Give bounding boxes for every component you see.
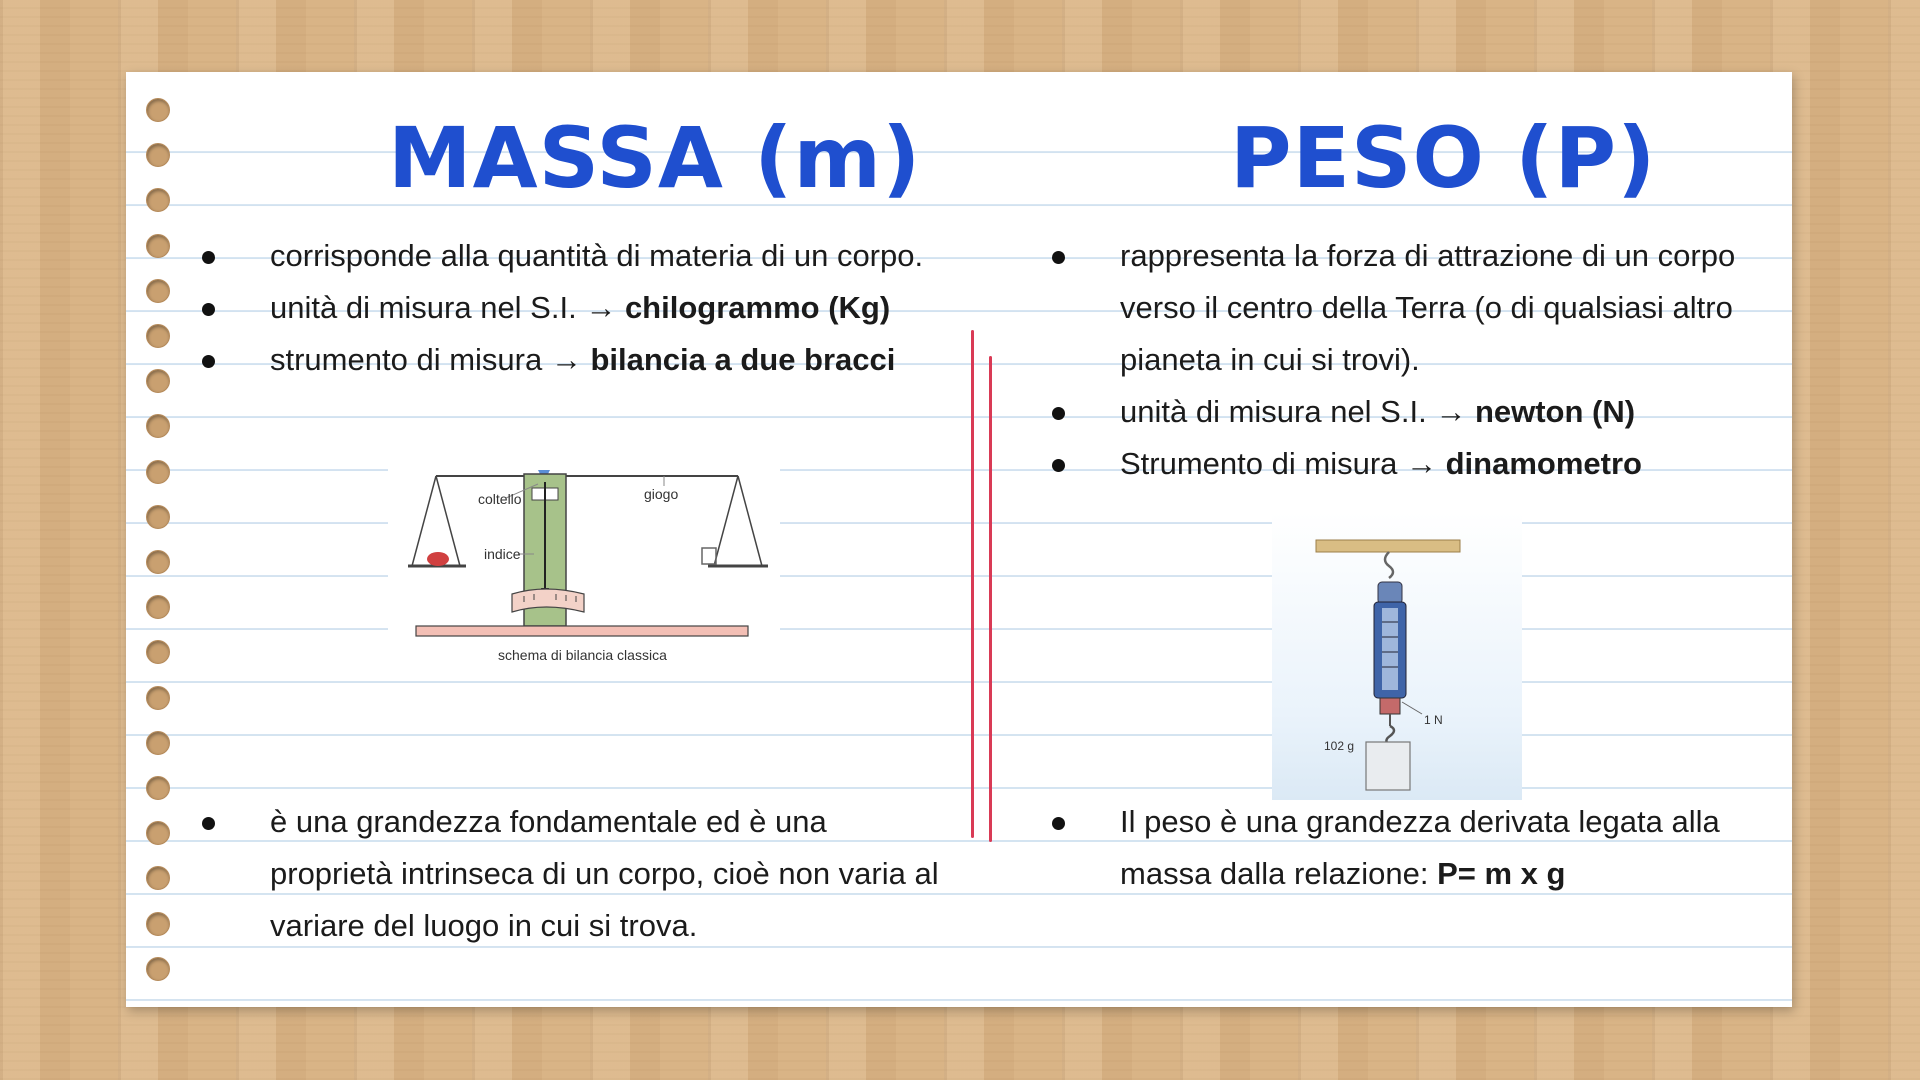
mass-block (1366, 742, 1410, 790)
dynamometer-figure (1272, 512, 1522, 800)
bullet-item (1050, 386, 1770, 438)
binder-hole (146, 550, 170, 574)
bottom-hook-icon (1386, 726, 1394, 744)
binder-hole (146, 776, 170, 800)
binder-hole (146, 640, 170, 664)
massa-top-list (200, 230, 940, 386)
massa-title: MASSA (m) (388, 109, 922, 207)
binder-hole (146, 460, 170, 484)
binder-hole (146, 957, 170, 981)
bullet-bold-term: chilogrammo (Kg) (624, 290, 891, 325)
balance-diagram (388, 462, 780, 670)
bullet-item (200, 230, 940, 282)
binder-hole (146, 912, 170, 936)
peso-bottom-list (1050, 796, 1770, 900)
bullet-item (200, 282, 940, 334)
bullet-bold-term: dinamometro (1445, 446, 1642, 481)
binder-hole (146, 234, 170, 258)
bullet-text: è una grandezza fondamentale ed è una proprietà intrinseca di un corpo, cioè non varia al variare del luogo in cui si trova. (270, 804, 939, 943)
binder-hole (146, 98, 170, 122)
label-indice: indice (484, 546, 521, 562)
center-divider-line-right (989, 356, 992, 842)
bullet-text: unità di misura nel S.I. → (270, 290, 625, 325)
notebook-page (126, 72, 1792, 1007)
bullet-bold-term: bilancia a due bracci (590, 342, 896, 377)
bullet-item (200, 334, 940, 386)
binder-holes (146, 98, 172, 978)
bullet-text: strumento di misura → (270, 342, 591, 377)
binder-hole (146, 821, 170, 845)
bullet-text: corrisponde alla quantità di materia di un corpo. (270, 238, 924, 273)
bullet-item (1050, 438, 1770, 490)
binder-hole (146, 369, 170, 393)
binder-hole (146, 686, 170, 710)
binder-hole (146, 414, 170, 438)
bullet-text: rappresenta la forza di attrazione di un corpo verso il centro della Terra (o di qualsiasi altro pianeta in cui si trovi). (1120, 238, 1736, 377)
fruit-icon (427, 552, 449, 566)
bullet-bold-term: newton (N) (1474, 394, 1636, 429)
bullet-text: Il peso è una grandezza derivata legata alla massa dalla relazione: (1120, 804, 1720, 891)
label-102g: 102 g (1324, 739, 1355, 753)
peso-title: PESO (P) (1230, 109, 1657, 207)
binder-hole (146, 324, 170, 348)
label-coltello: coltello (478, 491, 522, 507)
binder-hole (146, 143, 170, 167)
center-divider-line-left (971, 330, 974, 838)
bullet-text: unità di misura nel S.I. → (1120, 394, 1475, 429)
binder-hole (146, 731, 170, 755)
bullet-bold-term: P= m x g (1437, 856, 1566, 891)
balance-figure (388, 462, 780, 670)
weight-icon (702, 548, 716, 564)
dynamometer-diagram (1272, 512, 1522, 800)
binder-hole (146, 595, 170, 619)
binder-hole (146, 866, 170, 890)
binder-hole (146, 279, 170, 303)
peso-top-list (1050, 230, 1770, 490)
label-giogo: giogo (644, 486, 679, 502)
top-hook-icon (1385, 552, 1393, 578)
bullet-item (1050, 796, 1770, 900)
binder-hole (146, 188, 170, 212)
binder-hole (146, 505, 170, 529)
bullet-item (1050, 230, 1770, 386)
massa-bottom-list (200, 796, 940, 952)
label-1n: 1 N (1424, 713, 1443, 727)
figure-caption: schema di bilancia classica (498, 647, 667, 663)
bullet-item (200, 796, 940, 952)
bullet-text: Strumento di misura → (1120, 446, 1446, 481)
